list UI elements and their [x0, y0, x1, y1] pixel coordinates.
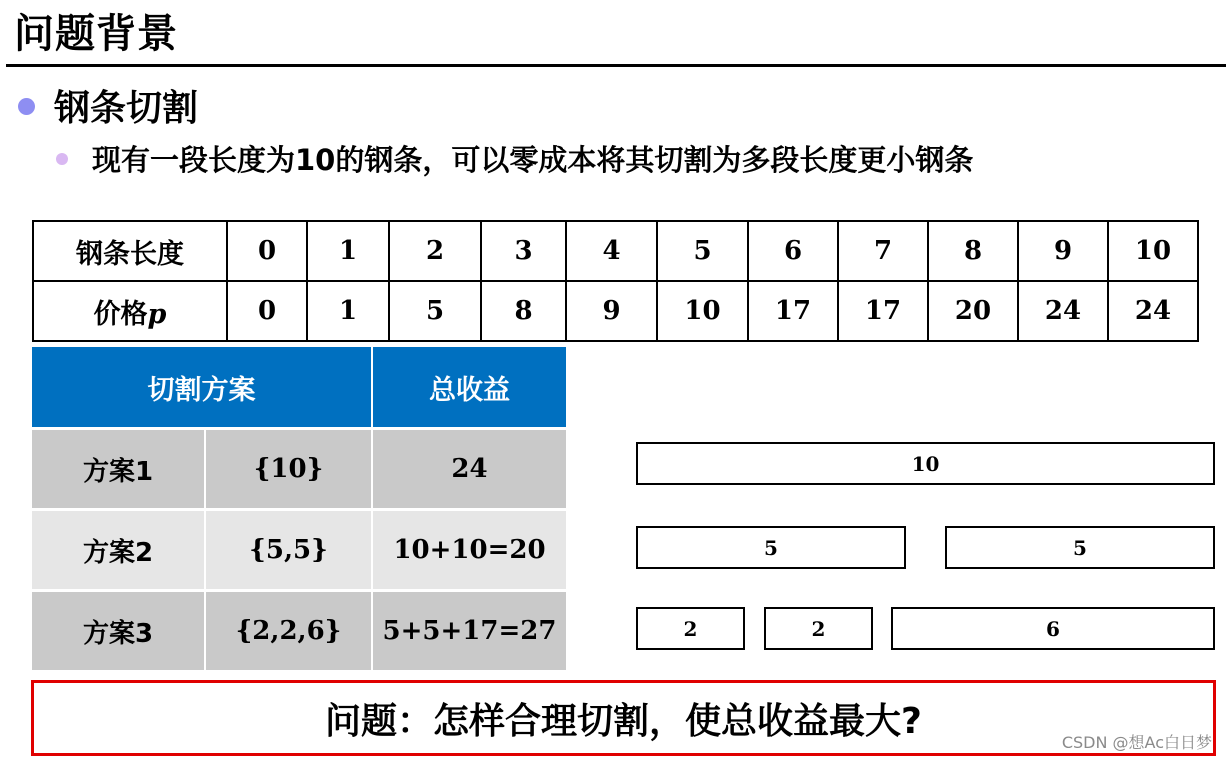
sub-bullet-dot — [56, 153, 68, 165]
price-cell: 17 — [838, 281, 928, 341]
price-cell: 17 — [748, 281, 838, 341]
plan-row — [32, 589, 566, 670]
length-cell: 2 — [389, 221, 481, 281]
length-cell: 0 — [227, 221, 307, 281]
price-label: 价格 — [93, 298, 148, 330]
revenue-header: 总收益 — [373, 347, 566, 427]
length-header: 钢条长度 — [33, 221, 227, 281]
rod-segment: 5 — [636, 526, 906, 569]
plan-row — [32, 427, 566, 508]
length-cell: 3 — [481, 221, 566, 281]
price-cell: 8 — [481, 281, 566, 341]
question-box — [31, 680, 1216, 756]
plan-name: 方案3 — [32, 589, 206, 670]
length-cell: 9 — [1018, 221, 1108, 281]
plan-header: 切割方案 — [32, 347, 373, 427]
question-text: 问题：怎样合理切割，使总收益最大? — [325, 700, 922, 742]
price-cell: 5 — [389, 281, 481, 341]
length-cell: 8 — [928, 221, 1018, 281]
rod-segment: 2 — [636, 607, 745, 650]
plan-table — [32, 347, 566, 670]
price-cell: 24 — [1018, 281, 1108, 341]
bullet-heading: 钢条切割 — [54, 88, 199, 129]
length-row — [33, 221, 1198, 281]
length-cell: 6 — [748, 221, 838, 281]
plan-cut: {2,2,6} — [206, 589, 373, 670]
rod-segment: 6 — [891, 607, 1215, 650]
bullet-dot — [18, 98, 35, 115]
watermark: CSDN @想Ac白日梦 — [1061, 733, 1212, 752]
plan-cut: {5,5} — [206, 508, 373, 589]
length-cell: 5 — [657, 221, 748, 281]
plan-name: 方案2 — [32, 508, 206, 589]
length-cell: 1 — [307, 221, 389, 281]
price-symbol: p — [147, 298, 167, 330]
length-cell: 4 — [566, 221, 657, 281]
length-cell: 10 — [1108, 221, 1198, 281]
plan-name: 方案1 — [32, 427, 206, 508]
price-table — [32, 220, 1199, 342]
slide-title: 问题背景 — [14, 11, 178, 57]
price-cell: 20 — [928, 281, 1018, 341]
rod-segment: 5 — [945, 526, 1215, 569]
rod-segment: 10 — [636, 442, 1215, 485]
plan-revenue: 24 — [373, 427, 566, 508]
plan-cut: {10} — [206, 427, 373, 508]
price-row — [33, 281, 1198, 341]
plan-revenue: 5+5+17=27 — [373, 589, 566, 670]
price-cell: 10 — [657, 281, 748, 341]
plan-header-row — [32, 347, 566, 427]
price-cell: 1 — [307, 281, 389, 341]
price-cell: 9 — [566, 281, 657, 341]
price-cell: 24 — [1108, 281, 1198, 341]
plan-revenue: 10+10=20 — [373, 508, 566, 589]
title-underline — [6, 64, 1226, 67]
rod-segment: 2 — [764, 607, 873, 650]
length-cell: 7 — [838, 221, 928, 281]
sub-bullet-text: 现有一段长度为10的钢条，可以零成本将其切割为多段长度更小钢条 — [92, 143, 974, 177]
price-header — [33, 281, 227, 341]
plan-row — [32, 508, 566, 589]
price-cell: 0 — [227, 281, 307, 341]
